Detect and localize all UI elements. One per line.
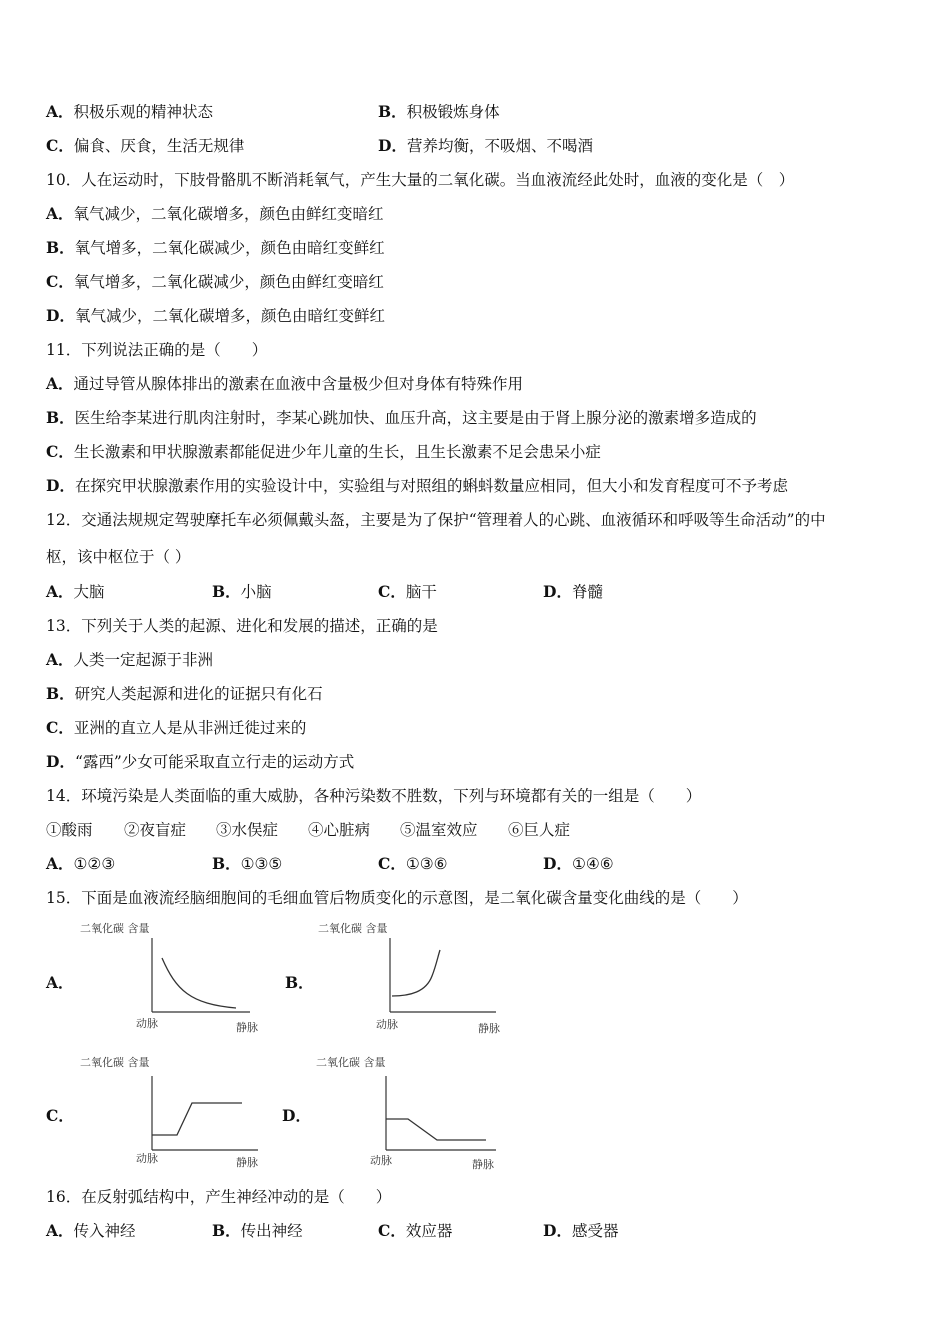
q9-option-b: B．积极锻炼身体: [378, 102, 500, 121]
q12-option-a: A．大脑: [46, 582, 105, 601]
q13-option-a: A．人类一定起源于非洲: [46, 650, 214, 669]
q16-option-b: B．传出神经: [212, 1221, 303, 1240]
q10-stem: 10．人在运动时，下肢骨骼肌不断消耗氧气，产生大量的二氧化碳。当血液流经此处时，血液的变化是（ ）: [46, 171, 795, 189]
graph-d-x-start: 动脉: [370, 1154, 392, 1167]
graph-b: [318, 920, 513, 1035]
q16-option-d: D．感受器: [543, 1221, 619, 1240]
q12-option-d: D．脊髓: [543, 582, 603, 601]
graph-c-x-end: 静脉: [236, 1156, 258, 1169]
graph-c-ylabel: 二氧化碳 含量: [80, 1056, 150, 1069]
q11-option-b: B．医生给李某进行肌肉注射时，李某心跳加快、血压升高，这主要是由于肾上腺分泌的激素增多造成的: [46, 408, 757, 427]
q11-option-a: A．通过导管从腺体排出的激素在血液中含量极少但对身体有特殊作用: [46, 374, 524, 393]
q14-option-c: C．①③⑥: [378, 854, 448, 873]
graph-c-label: C．: [46, 1106, 74, 1125]
q10-option-b: B．氧气增多，二氧化碳减少，颜色由暗红变鲜红: [46, 238, 385, 257]
q14-item: ⑤温室效应: [400, 821, 478, 839]
graph-c-x-start: 动脉: [136, 1152, 158, 1165]
q9-option-c: C．偏食、厌食，生活无规律: [46, 136, 245, 155]
q9-option-a: A．积极乐观的精神状态: [46, 102, 214, 121]
q16-option-a: A．传入神经: [46, 1221, 136, 1240]
q14-item: ⑥巨人症: [508, 821, 571, 839]
q13-option-b: B．研究人类起源和进化的证据只有化石: [46, 684, 323, 703]
graph-d-label: D．: [282, 1106, 311, 1125]
q10-option-a: A．氧气减少，二氧化碳增多，颜色由鲜红变暗红: [46, 204, 384, 223]
q12-stem-line1: 12．交通法规规定驾驶摩托车必须佩戴头盔，主要是为了保护“管理着人的心跳、血液循环和呼吸等生命活动”的中: [46, 511, 826, 529]
q11-option-c: C．生长激素和甲状腺激素都能促进少年儿童的生长，且生长激素不足会患呆小症: [46, 442, 601, 461]
q14-item: ④心脏病: [308, 821, 371, 839]
q10-option-c: C．氧气增多，二氧化碳减少，颜色由鲜红变暗红: [46, 272, 384, 291]
graph-c-curve: [152, 1103, 242, 1135]
graph-a-curve: [162, 958, 236, 1008]
q16-stem: 16．在反射弧结构中，产生神经冲动的是（ ）: [46, 1188, 392, 1206]
graph-a-label: A．: [46, 973, 74, 992]
graph-c: [80, 1052, 270, 1167]
graph-a: [80, 920, 260, 1035]
graph-b-ylabel: 二氧化碳 含量: [318, 922, 388, 935]
graph-b-x-end: 静脉: [478, 1022, 500, 1035]
q11-option-d: D．在探究甲状腺激素作用的实验设计中，实验组与对照组的蝌蚪数量应相同，但大小和发育程度可不予考虑: [46, 476, 788, 495]
graph-a-x-start: 动脉: [136, 1017, 158, 1030]
q13-stem: 13．下列关于人类的起源、进化和发展的描述，正确的是: [46, 617, 438, 635]
q13-option-c: C．亚洲的直立人是从非洲迁徙过来的: [46, 718, 307, 737]
graph-b-x-start: 动脉: [376, 1018, 398, 1031]
q14-item: ②夜盲症: [124, 821, 187, 839]
q14-option-a: A．①②③: [46, 854, 116, 873]
q14-option-b: B．①③⑤: [212, 854, 283, 873]
q12-stem-line2: 枢，该中枢位于（ ）: [46, 548, 191, 566]
q14-option-d: D．①④⑥: [543, 854, 614, 873]
q16-option-c: C．效应器: [378, 1221, 453, 1240]
q14-item: ③水俣症: [216, 821, 279, 839]
q11-stem: 11．下列说法正确的是（ ）: [46, 341, 268, 359]
q14-stem: 14．环境污染是人类面临的重大威胁，各种污染数不胜数，下列与环境都有关的一组是（ ）: [46, 787, 702, 805]
q13-option-d: D．“露西”少女可能采取直立行走的运动方式: [46, 752, 355, 771]
q14-item: ①酸雨: [46, 821, 93, 839]
q15-stem: 15．下面是血液流经脑细胞间的毛细血管后物质变化的示意图，是二氧化碳含量变化曲线的是（ ）: [46, 889, 748, 907]
q12-option-b: B．小脑: [212, 582, 272, 601]
q10-option-d: D．氧气减少，二氧化碳增多，颜色由暗红变鲜红: [46, 306, 385, 325]
graph-b-curve: [392, 950, 440, 996]
graph-d-x-end: 静脉: [472, 1158, 494, 1171]
graph-a-x-end: 静脉: [236, 1021, 258, 1034]
q12-option-c: C．脑干: [378, 582, 437, 601]
graph-d-curve: [386, 1119, 486, 1140]
q9-option-d: D．营养均衡，不吸烟、不喝酒: [378, 136, 593, 155]
graph-b-label: B．: [285, 973, 314, 992]
graph-d-ylabel: 二氧化碳 含量: [316, 1056, 386, 1069]
graph-d: [316, 1052, 511, 1172]
graph-a-ylabel: 二氧化碳 含量: [80, 922, 150, 935]
